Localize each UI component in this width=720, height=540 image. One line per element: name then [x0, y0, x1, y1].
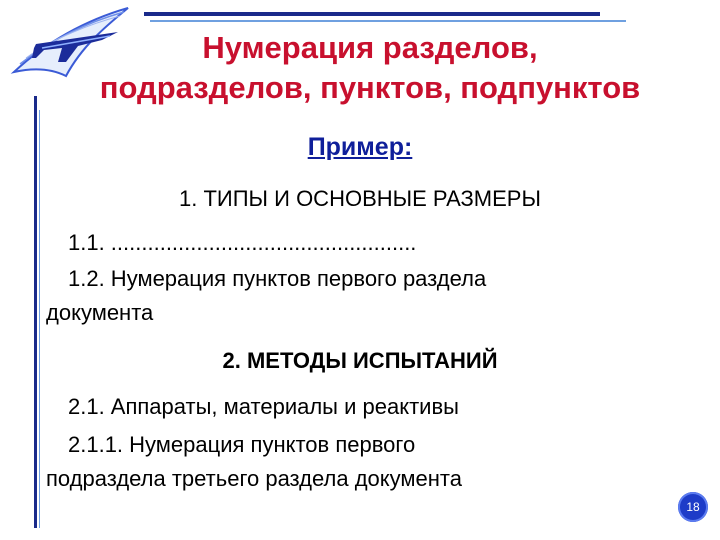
title-line-1: Нумерация разделов, — [202, 30, 538, 65]
example-label-text: Пример: — [307, 133, 413, 161]
section-2-heading: 2. МЕТОДЫ ИСПЫТАНИЙ — [222, 348, 498, 373]
item-1-1: 1.1. .................................................. — [68, 230, 417, 255]
top-rule-1 — [144, 12, 600, 16]
item-2-1-1-line-1: 2.1.1. Нумерация пунктов первого — [68, 432, 416, 457]
section-1-heading: 1. ТИПЫ И ОСНОВНЫЕ РАЗМЕРЫ — [179, 186, 541, 211]
item-2-1-1-line-2: подраздела третьего раздела документа — [46, 466, 462, 491]
example-label — [0, 132, 720, 162]
item-2-1: 2.1. Аппараты, материалы и реактивы — [68, 394, 459, 419]
page-number-badge: 18 — [678, 492, 708, 522]
item-1-2-line-1: 1.2. Нумерация пунктов первого раздела — [68, 266, 487, 291]
slide-title — [40, 28, 700, 108]
item-1-2-line-2: документа — [46, 300, 154, 325]
title-line-2: подразделов, пунктов, подпунктов — [99, 70, 641, 105]
top-rule-2 — [150, 20, 626, 22]
left-rule-2 — [39, 110, 40, 528]
